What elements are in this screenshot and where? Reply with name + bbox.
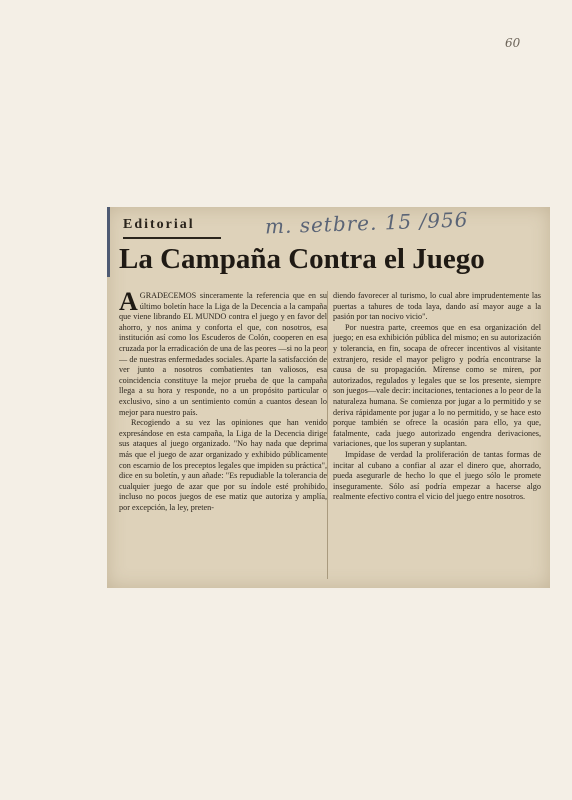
drop-cap: A (119, 291, 138, 316)
newspaper-clipping (107, 207, 550, 588)
page-number: 60 (505, 36, 521, 50)
article-paragraph: Por nuestra parte, creemos que en esa organización del juego; en esa exhibición pública del mismo; en su autorización y tolerancia, en fin, socapa de ofrecer incentivos al visitante extranjero, reside el mayor peligro y podría encontrarse la causa de su propagación. Mírense como se miren, por autorizados, regulados y legales que se los presente, siempre son juegos—vale decir: incitaciones, tentaciones a lo peor de la naturaleza humana. Se comienza por jugar a lo permitido y se deriva rápidamente por jugar a lo no permitido, y se hace esto porque también se ofrece la ocasión para ello, ya que, fatalmente, cada juego autorizado engendra derivaciones, variaciones, que los superan y suplantan. (333, 322, 541, 449)
article-paragraph-text: GRADECEMOS sinceramente la referencia que en su último boletín hace la Liga de la Decencia a la campaña que viene librando EL MUNDO contra el juego y en favor del ahorro, y nos anima y conforta el que, con nosotros, esa institución así como los Escuderos de Colón, cooperen en esa cruzada por la erradicación de una de las peores —si no la peor— de nuestras enfermedades sociales. Aparte la satisfacción de ver junto a nosotros combatientes tan valiosos, esa coincidencia constituye la mejor prueba de que la campaña llega a su hora y responde, no a un propósito particular o exclusivo, sino a un sentimiento común a cuantos desean lo mejor para nuestro país. (119, 291, 327, 417)
article-paragraph: Impídase de verdad la proliferación de tantas formas de incitar al cubano a confiar al azar el dinero que, ahorrado, pueda asegurarle de hecho lo que el juego sólo le promete inseguramente. Sólo así podría empezar a hacerse algo realmente efectivo contra el vicio del juego entre nosotros. (333, 449, 541, 502)
article-column-right (333, 291, 541, 581)
article-paragraph: diendo favorecer al turismo, lo cual abre imprudentemente las puertas a tahures de toda laya, dando así mayor auge a la pasión por tan nocivo vicio". (333, 291, 541, 322)
column-divider (327, 291, 328, 579)
section-label: Editorial (123, 217, 195, 232)
clipping-edge-mark (107, 207, 110, 277)
article-paragraph: Recogiendo a su vez las opiniones que han venido expresándose en esta campaña, la Liga de la Decencia dirige sus ataques al juego organizado. "No hay nada que deprima más que el juego de azar organizado y exhibido públicamente con escarnio de los preceptos legales que impiden su práctica", dice en su boletín, y aun añade: "Es repudiable la tolerancia de cualquier juego de azar que por su índole esté prohibido, incluso no pocos juegos de ese matiz que autoriza y amplía, por excepción, la ley, preten- (119, 418, 327, 512)
article-paragraph (119, 291, 327, 418)
section-rule (123, 237, 221, 239)
headline: La Campaña Contra el Juego (119, 243, 485, 275)
article-column-left (119, 291, 327, 581)
handwritten-date-annotation: m. setbre. 15 /956 (264, 207, 469, 239)
